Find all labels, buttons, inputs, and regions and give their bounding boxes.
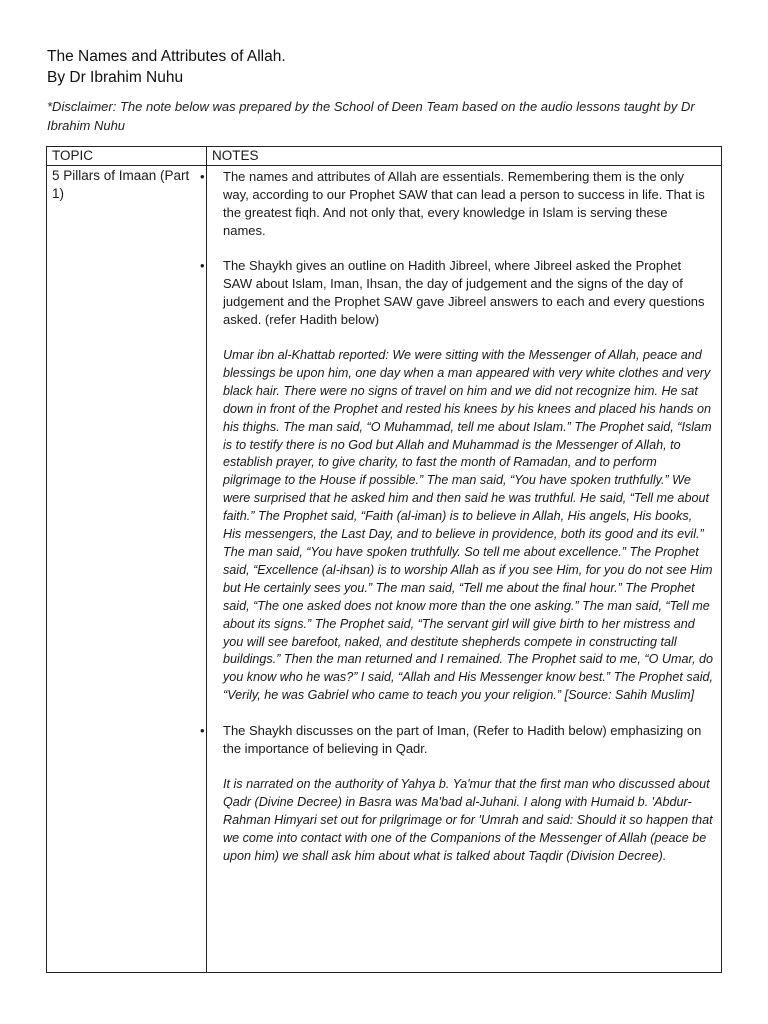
- title-line-2: By Dr Ibrahim Nuhu: [47, 69, 184, 86]
- hadith-quote: It is narrated on the authority of Yahya b. Ya'mur that the first man who discussed about Qadr (Divine Decree) in Basra was Ma'bad al-Juhani. I along with Humaid b. 'Abdur-Rahman Himyari set out for prilgrimage or for 'Umrah and said: Should it so happen that we come into contact with one of the Companions of the Messenger of Allah (peace be upon him) we shall ask him about what is talked about Taqdir (Division Decree).: [223, 777, 713, 863]
- bullet-icon: •: [200, 169, 205, 184]
- topic-header: TOPIC: [47, 147, 207, 166]
- table-header-row: [47, 147, 722, 166]
- list-item: [17, 722, 713, 866]
- topic-cell: 5 Pillars of Imaan (Part 1): [47, 166, 207, 973]
- notes-cell: [200, 166, 722, 973]
- table-row: [47, 166, 722, 973]
- hadith-quote: Umar ibn al-Khattab reported: We were sitting with the Messenger of Allah, peace and blessings be upon him, one day when a man appeared with very white clothes and very black hair. There were no signs of travel on him and we did not recognize him. He sat down in front of the Prophet and rested his knees by his knees and placed his hands on his thighs. The man said, “O Muhammad, tell me about Islam.” The Prophet said, “Islam is to testify there is no God but Allah and Muhammad is the Messenger of Allah, to establish prayer, to give charity, to fast the month of Ramadan, and to perform pilgrimage to the House if possible.” The man said, “You have spoken truthfully.” We were surprised that he asked him and then said he was truthful. He said, “Tell me about faith.” The Prophet said, “Faith (al-iman) is to believe in Allah, His angels, His books, His messengers, the Last Day, and to believe in providence, both its good and its evil.” The man said, “You have spoken truthfully. So tell me about excellence.” The Prophet said, “Excellence (al-ihsan) is to worship Allah as if you see Him, for you do not see Him but He certainly sees you.” The man said, “Tell me about the final hour.” The Prophet said, “The one asked does not know more than the one asking.” The man said, “Tell me about its signs.” The Prophet said, “The servant girl will give birth to her mistress and you will see barefoot, naked, and destitute shepherds compete in constructing tall buildings.” Then the man returned and I remained. The Prophet said to me, “O Umar, do you know who he was?” I said, “Allah and His Messenger know best.” The Prophet said, “Verily, he was Gabriel who came to teach you your religion.” [Source: Sahih Muslim]: [223, 348, 714, 703]
- notes-table: [46, 146, 722, 973]
- list-item: [17, 257, 713, 705]
- disclaimer-text: *Disclaimer: The note below was prepared by the School of Deen Team based on the audio lessons taught by Dr Ibrahim Nuhu: [47, 99, 695, 133]
- bullet-icon: •: [200, 258, 205, 273]
- note-text: The names and attributes of Allah are essentials. Remembering them is the only way, according to our Prophet SAW that can lead a person to success in life. That is the greatest fiqh. And not only that, every knowledge in Islam is serving these names.: [223, 169, 705, 238]
- note-text: The Shaykh gives an outline on Hadith Jibreel, where Jibreel asked the Prophet SAW about Islam, Iman, Ihsan, the day of judgement and the signs of the day of judgement and the Prophet SAW gave Jibreel answers to each and every questions asked. (refer Hadith below): [223, 258, 705, 327]
- bullet-icon: •: [200, 723, 205, 739]
- document-title: [47, 46, 286, 88]
- title-line-1: The Names and Attributes of Allah.: [47, 48, 286, 65]
- notes-list: [17, 168, 713, 866]
- notes-header: NOTES: [207, 147, 722, 166]
- list-item: [17, 168, 713, 240]
- note-text: The Shaykh discusses on the part of Iman, (Refer to Hadith below) emphasizing on the importance of believing in Qadr.: [223, 723, 702, 757]
